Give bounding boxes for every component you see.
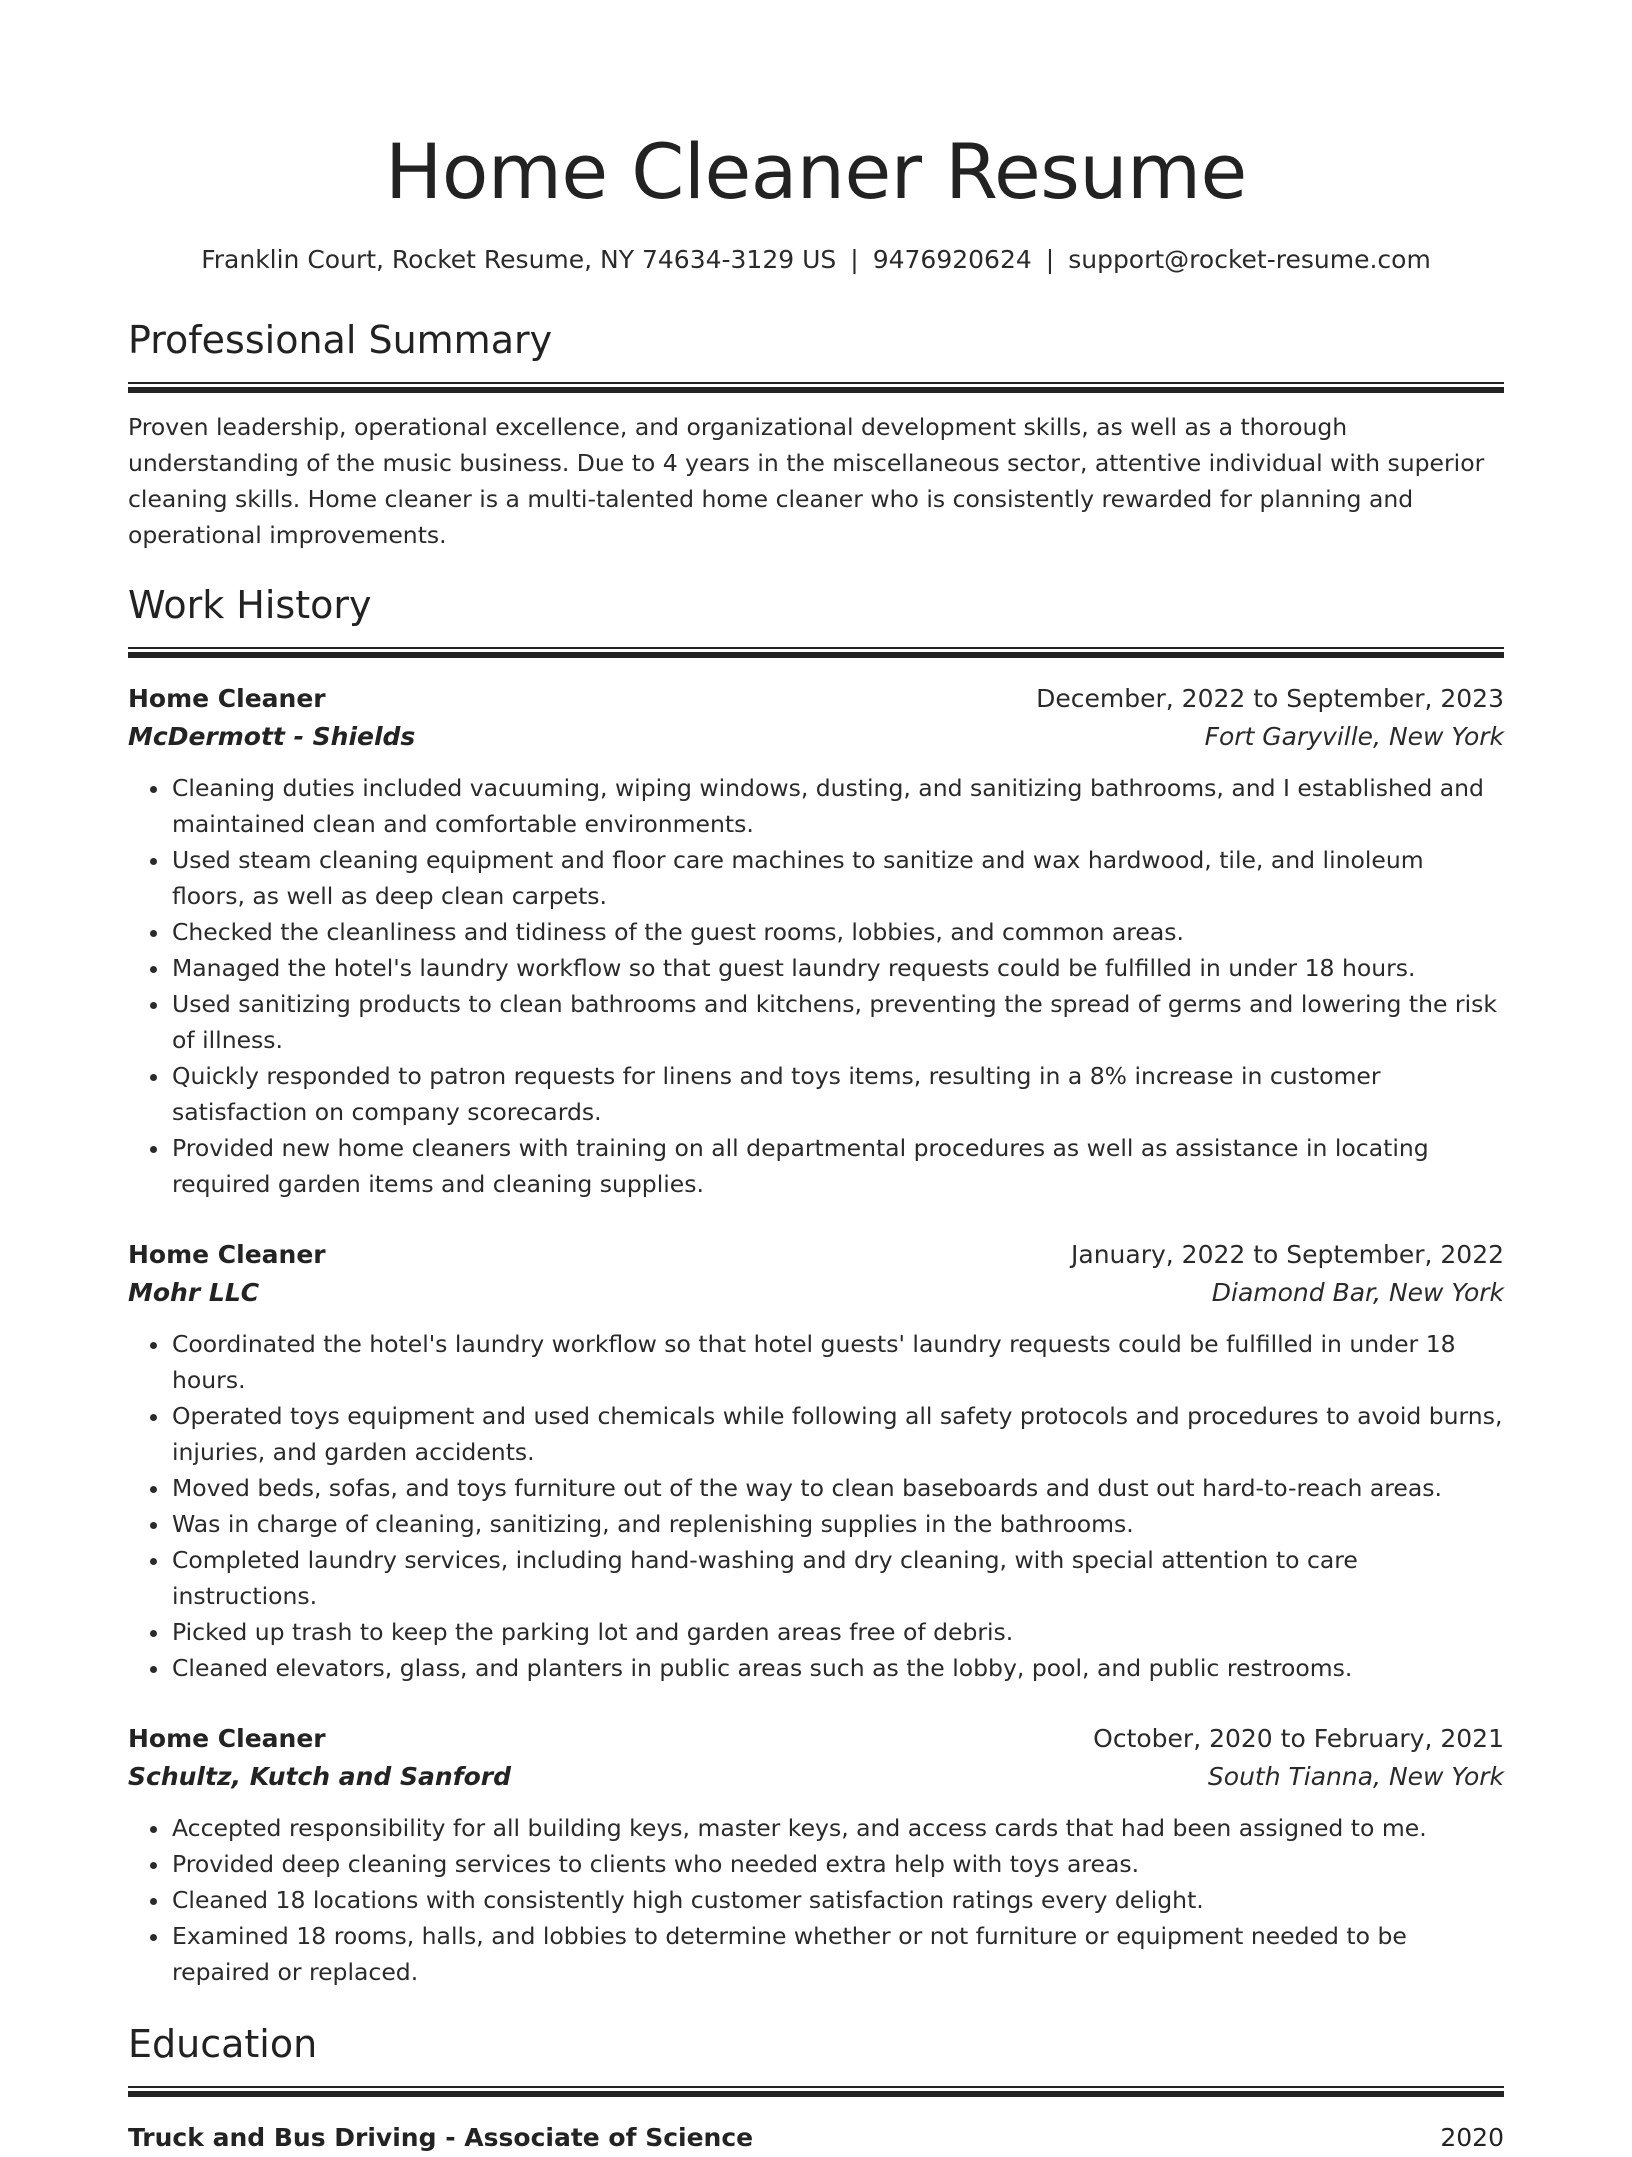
education-section: [128, 2020, 1504, 2157]
resume-title: Home Cleaner Resume: [385, 127, 1247, 216]
work-history-section: [128, 581, 1504, 1990]
education-entry: [128, 2119, 1504, 2157]
job-bullet: • Was in charge of cleaning, sanitizing, and replenishing supplies in the bathrooms.: [171, 1506, 1504, 1542]
summary-text: Proven leadership, operational excellence, and organizational development skills, as well as a thorough understanding of the music business. Due to 4 years in the miscellaneous sector, attentive individual with superior cleaning skills. Home cleaner is a multi-talented home cleaner who is consistently rewarded for planning and operational improvements.: [128, 413, 1485, 549]
job-company: Mohr LLC: [128, 1278, 260, 1307]
job-bullet: • Accepted responsibility for all building keys, master keys, and access cards that had been assigned to me.: [171, 1810, 1504, 1846]
section-divider: [128, 647, 1504, 658]
job-header-row: [128, 1720, 1504, 1758]
job-location: Diamond Bar, New York: [1211, 1278, 1504, 1307]
job-dates: October, 2020 to February, 2021: [1093, 1724, 1504, 1753]
job-bullet: • Cleaned 18 locations with consistently high customer satisfaction ratings every delight.: [171, 1882, 1504, 1918]
job-bullet: • Cleaned elevators, glass, and planters in public areas such as the lobby, pool, and public restrooms.: [171, 1650, 1504, 1686]
job-header-row: [128, 1236, 1504, 1274]
job-bullet-list: [128, 1810, 1504, 1990]
job-bullet: • Moved beds, sofas, and toys furniture out of the way to clean baseboards and dust out hard-to-reach areas.: [171, 1470, 1504, 1506]
job-company: Schultz, Kutch and Sanford: [128, 1762, 511, 1791]
job-bullet-list: [128, 770, 1504, 1202]
professional-summary-section: [128, 316, 1504, 553]
job-dates: January, 2022 to September, 2022: [1071, 1240, 1504, 1269]
job-title: Home Cleaner: [128, 1240, 326, 1269]
section-divider: [128, 382, 1504, 393]
job-bullet: • Managed the hotel's laundry workflow so that guest laundry requests could be fulfilled in under 18 hours.: [171, 950, 1504, 986]
job-bullet: • Completed laundry services, including hand-washing and dry cleaning, with special attention to care instructions.: [171, 1542, 1504, 1614]
job-title: Home Cleaner: [128, 684, 326, 713]
resume-page: [128, 0, 1504, 2157]
job-bullet: • Picked up trash to keep the parking lot and garden areas free of debris.: [171, 1614, 1504, 1650]
job-bullet: • Examined 18 rooms, halls, and lobbies to determine whether or not furniture or equipment needed to be repaired or replaced.: [171, 1918, 1504, 1990]
contact-separator: |: [1045, 245, 1055, 274]
contact-separator: |: [850, 245, 859, 274]
job-entry: [128, 1720, 1504, 1990]
section-heading-education: Education: [128, 2022, 318, 2066]
contact-phone: 9476920624: [872, 245, 1032, 274]
job-bullet: • Provided new home cleaners with training on all departmental procedures as well as assistance in locating required garden items and cleaning supplies.: [171, 1130, 1504, 1202]
job-bullet: • Quickly responded to patron requests for linens and toys items, resulting in a 8% increase in customer satisfaction on company scorecards.: [171, 1058, 1504, 1130]
job-bullet: • Checked the cleanliness and tidiness of the guest rooms, lobbies, and common areas.: [171, 914, 1504, 950]
education-degree: Truck and Bus Driving - Associate of Science: [128, 2123, 754, 2152]
contact-email: support@rocket-resume.com: [1068, 245, 1431, 274]
section-divider: [128, 2086, 1504, 2097]
job-bullet: • Provided deep cleaning services to clients who needed extra help with toys areas.: [171, 1846, 1504, 1882]
job-company-row: [128, 1274, 1504, 1312]
job-bullet-list: [128, 1326, 1504, 1686]
job-company-row: [128, 718, 1504, 756]
job-location: South Tianna, New York: [1207, 1762, 1504, 1791]
job-bullet: • Cleaning duties included vacuuming, wiping windows, dusting, and sanitizing bathrooms, and I established and maintained clean and comfortable environments.: [171, 770, 1504, 842]
job-entry: [128, 1236, 1504, 1686]
job-title: Home Cleaner: [128, 1724, 326, 1753]
job-bullet: • Operated toys equipment and used chemicals while following all safety protocols and procedures to avoid burns, injuries, and garden accidents.: [171, 1398, 1504, 1470]
contact-address: Franklin Court, Rocket Resume, NY 74634-3129 US: [201, 245, 837, 274]
job-company-row: [128, 1758, 1504, 1796]
job-dates: December, 2022 to September, 2023: [1036, 684, 1504, 713]
job-entry: [128, 680, 1504, 1202]
section-heading-summary: Professional Summary: [128, 318, 553, 362]
job-location: Fort Garyville, New York: [1204, 722, 1504, 751]
education-year: 2020: [1440, 2123, 1504, 2152]
job-header-row: [128, 680, 1504, 718]
job-bullet: • Used sanitizing products to clean bathrooms and kitchens, preventing the spread of germs and lowering the risk of illness.: [171, 986, 1504, 1058]
section-heading-work: Work History: [128, 583, 372, 627]
job-company: McDermott - Shields: [128, 722, 416, 751]
job-bullet: • Used steam cleaning equipment and floor care machines to sanitize and wax hardwood, tile, and linoleum floors, as well as deep clean carpets.: [171, 842, 1504, 914]
job-bullet: • Coordinated the hotel's laundry workflow so that hotel guests' laundry requests could be fulfilled in under 18 hours.: [171, 1326, 1504, 1398]
contact-line: [128, 244, 1504, 276]
